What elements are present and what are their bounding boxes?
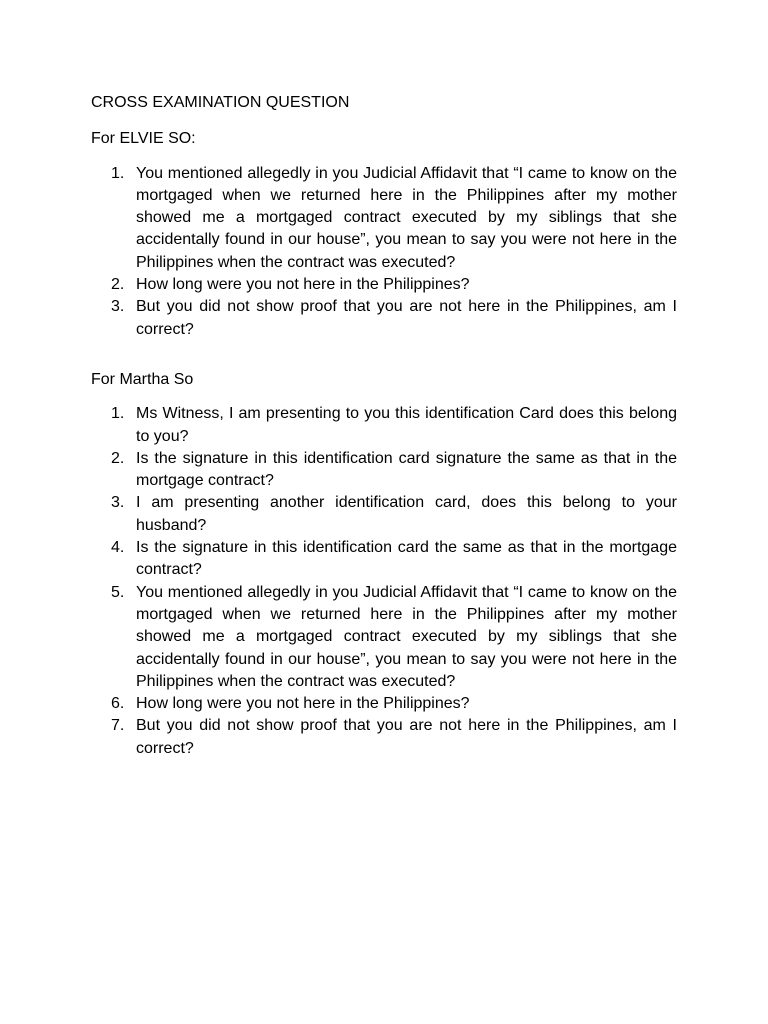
question-text: But you did not show proof that you are not here in the Philippines, am I correct?	[136, 717, 677, 757]
question-text: Is the signature in this identification card signature the same as that in the mortgage contract?	[136, 449, 677, 490]
question-number: 2.	[111, 449, 125, 467]
question-number: 6.	[111, 695, 125, 713]
list-item	[111, 448, 677, 493]
question-text: You mentioned allegedly in you Judicial Affidavit that “I came to know on the mortgaged when we returned here in the Philippines after my mother showed me a mortgaged contract executed by my siblings that she accidentally found in our house”, you mean to say you were not here in the Philippines when the contract was executed?	[136, 583, 677, 690]
document-body	[91, 92, 677, 760]
question-number: 2.	[111, 276, 125, 294]
section-heading-martha: For Martha So	[91, 370, 194, 388]
list-item	[111, 537, 677, 582]
question-number: 7.	[111, 717, 125, 735]
question-number: 1.	[111, 405, 125, 423]
question-text: Ms Witness, I am presenting to you this identification Card does this belong to you?	[136, 405, 677, 445]
question-number: 3.	[111, 298, 125, 316]
list-item	[111, 582, 677, 693]
question-number: 5.	[111, 583, 125, 601]
list-item	[111, 274, 677, 296]
list-item	[111, 163, 677, 274]
section-heading-elvie: For ELVIE SO:	[91, 130, 196, 148]
question-text: How long were you not here in the Philippines?	[136, 276, 470, 294]
question-number: 1.	[111, 164, 125, 182]
question-list-martha	[91, 403, 677, 760]
question-number: 4.	[111, 539, 125, 557]
question-list-elvie	[91, 163, 677, 341]
question-text: I am presenting another identification card, does this belong to your husband?	[136, 494, 677, 534]
question-number: 3.	[111, 494, 125, 512]
question-text: Is the signature in this identification card the same as that in the mortgage contract?	[136, 539, 677, 579]
list-item	[111, 403, 677, 448]
document-title: CROSS EXAMINATION QUESTION	[91, 94, 350, 111]
question-text: You mentioned allegedly in you Judicial Affidavit that “I came to know on the mortgaged when we returned here in the Philippines after my mother showed me a mortgaged contract executed by my siblings that she accidentally found in our house”, you mean to say you were not here in the Philippines when the contract was executed?	[136, 164, 677, 271]
list-item	[111, 715, 677, 760]
question-text: But you did not show proof that you are not here in the Philippines, am I correct?	[136, 298, 677, 338]
list-item	[111, 296, 677, 341]
list-item	[111, 693, 677, 715]
question-text: How long were you not here in the Philippines?	[136, 695, 470, 713]
list-item	[111, 492, 677, 537]
